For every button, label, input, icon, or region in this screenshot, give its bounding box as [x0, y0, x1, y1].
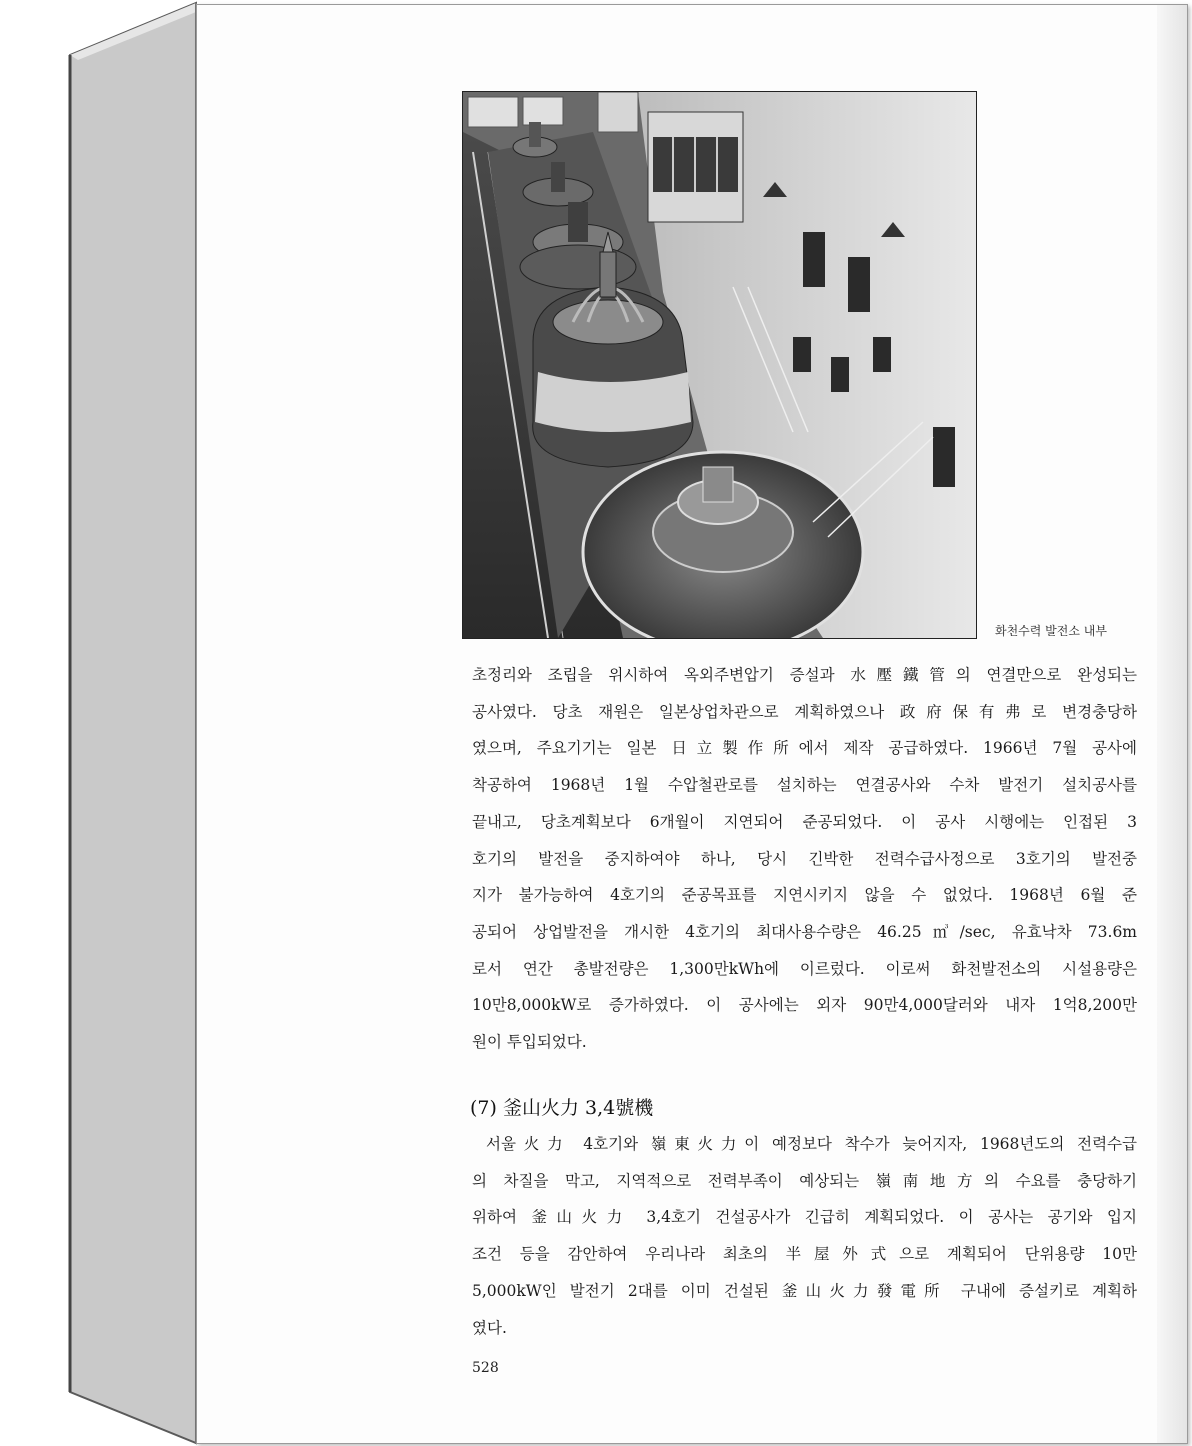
text-line: 공되어 상업발전을 개시한 4호기의 최대사용수량은 46.25㎥/sec, 유효낙차 73.6m: [472, 922, 1137, 941]
photo-caption: 화천수력 발전소 내부: [995, 624, 1107, 638]
text-line: 조건 등을 감안하여 우리나라 최초의 半屋外式으로 계획되어 단위용량 10만: [472, 1245, 1137, 1264]
page-edge-shadow: [1157, 5, 1187, 1443]
paragraph-hwacheon: [472, 657, 1137, 1061]
power-plant-photo: [462, 91, 977, 639]
text-line: 공사였다. 당초 재원은 일본상업차관으로 계획하였으나 政府保有弗로 변경충당하: [472, 702, 1137, 721]
text-line: 5,000kW인 발전기 2대를 이미 건설된 釜山火力發電所 구내에 증설키로 계획하: [472, 1281, 1137, 1300]
book-spine: [0, 0, 200, 1446]
section-heading: (7) 釜山火力 3,4號機: [470, 1097, 654, 1119]
text-line: 로서 연간 총발전량은 1,300만kWh에 이르렀다. 이로써 화천발전소의 시설용량은: [472, 959, 1137, 978]
text-line: 지가 불가능하여 4호기의 준공목표를 지연시키지 않을 수 없었다. 1968년 6월 준: [472, 886, 1137, 905]
text-line: 10만8,000kW로 증가하였다. 이 공사에는 외자 90만4,000달러와 내자 1억8,200만: [472, 996, 1137, 1015]
power-plant-illustration: [463, 92, 976, 638]
text-line: 였으며, 주요기기는 일본 日立製作所에서 제작 공급하였다. 1966년 7월 공사에: [472, 739, 1137, 758]
book-page: [196, 4, 1188, 1444]
text-line: 원이 투입되었다.: [472, 1033, 587, 1052]
text-line: 의 차질을 막고, 지역적으로 전력부족이 예상되는 嶺南地方의 수요를 충당하기: [472, 1171, 1137, 1190]
page-number: 528: [472, 1360, 499, 1376]
text-line: 끝내고, 당초계획보다 6개월이 지연되어 준공되었다. 이 공사 시행에는 인접된 3: [472, 812, 1137, 831]
text-line: 초정리와 조립을 위시하여 옥외주변압기 증설과 水壓鐵管의 연결만으로 완성되는: [472, 666, 1137, 684]
text-line: 서울火力 4호기와 嶺東火力이 예정보다 착수가 늦어지자, 1968년도의 전력수급: [486, 1135, 1137, 1153]
text-line: 호기의 발전을 중지하여야 하나, 당시 긴박한 전력수급사정으로 3호기의 발전중: [472, 849, 1137, 868]
text-line: 위하여 釜山火力 3,4호기 건설공사가 긴급히 계획되었다. 이 공사는 공기와 입지: [472, 1208, 1137, 1227]
paragraph-busan: [472, 1126, 1137, 1346]
text-line: 였다.: [472, 1318, 507, 1337]
text-line: 착공하여 1968년 1월 수압철관로를 설치하는 연결공사와 수차 발전기 설치공사를: [472, 776, 1137, 795]
